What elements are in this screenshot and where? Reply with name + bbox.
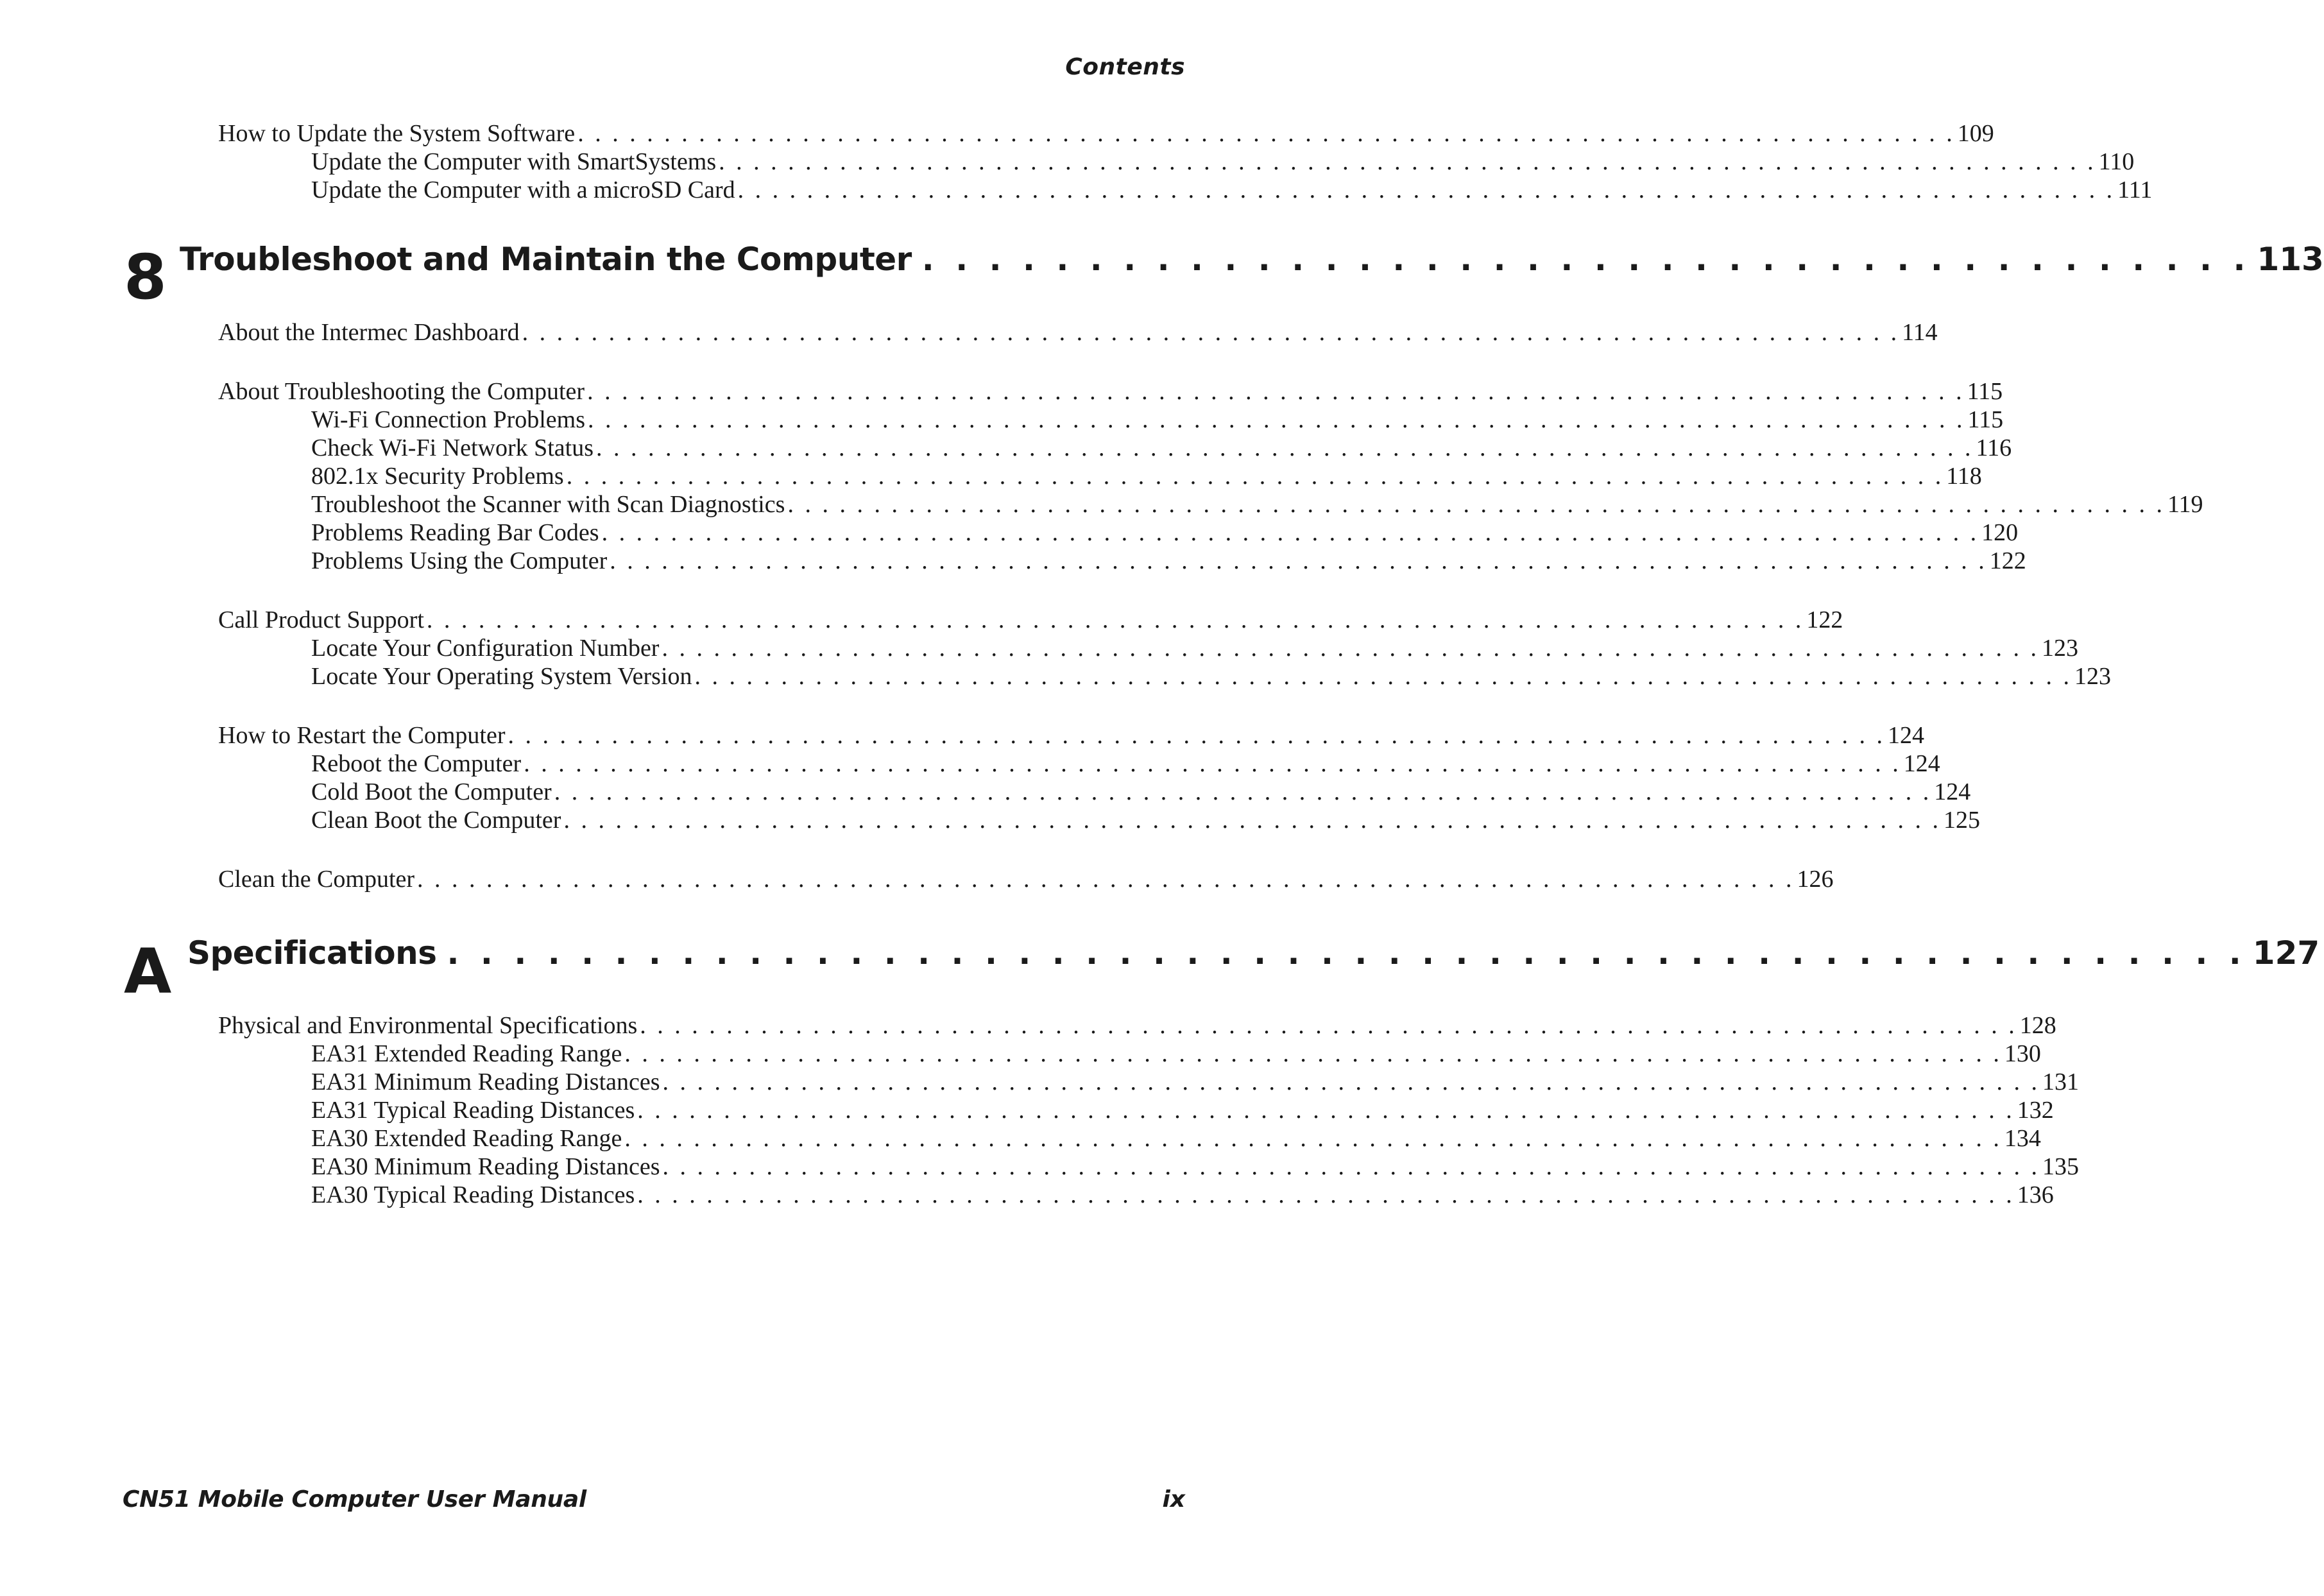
toc-entry-page: 135 xyxy=(2042,1153,2080,1180)
toc-entry-page: 132 xyxy=(2017,1097,2054,1124)
toc-entry[interactable] xyxy=(311,519,2019,547)
toc-entry[interactable] xyxy=(311,490,2203,519)
toc-leader-dots: . . . . . . . . . . . . . . . . . . . . . . . . . . . . . . . . . . . . . . . . . . . . . . . . . . . . . . . . . . . . . . . . . . . . . . . . . . . . . . . . xyxy=(694,663,2072,690)
toc-entry[interactable] xyxy=(311,1181,2054,1209)
chapter-heading[interactable] xyxy=(180,241,2324,278)
toc-leader-dots: . . . . . . . . . . . . . . . . . . . . . . . . . . . . . . . . . . . . . . . . . . . . . . . . . . . . . . . . . . . . . . . . . . . . . . . . . . . . . . . . xyxy=(610,547,1987,574)
toc-entry-title: Call Product Support xyxy=(218,606,424,633)
toc-entry-page: 123 xyxy=(2041,635,2078,662)
appendix-letter: A xyxy=(124,936,172,1008)
header-title: Contents xyxy=(1065,54,1185,80)
chapter-heading[interactable] xyxy=(187,934,2320,972)
toc-entry-title: How to Restart the Computer xyxy=(218,722,506,749)
toc-entry-title: Problems Using the Computer xyxy=(311,547,608,574)
toc-entry-title: About Troubleshooting the Computer xyxy=(218,378,585,405)
toc-entry-title: Update the Computer with SmartSystems xyxy=(311,148,717,175)
toc-leader-dots: . . . . . . . . . . . . . . . . . . . . . . . . . . . . . . . . . . . . . . . . . . . . . . . . . . . . . . . . . . . . . . . . . . . . . . . . . . . . . . . . xyxy=(719,148,2096,175)
toc-entry[interactable] xyxy=(218,1011,2056,1040)
toc-entry-page: 134 xyxy=(2004,1125,2041,1152)
toc-entry[interactable] xyxy=(311,434,2012,462)
toc-entry-title: EA30 Extended Reading Range xyxy=(311,1125,622,1152)
toc-leader-dots: . . . . . . . . . . . . . . . . . . . . . . . . . . . . . . . . . . . . . . . . . . . . . . . . . . . . . . . . . . . . . . . . . . . . . . . . . . . . . . . . xyxy=(624,1040,2002,1067)
toc-entry[interactable] xyxy=(311,634,2078,662)
toc-entry-title: EA31 Extended Reading Range xyxy=(311,1040,622,1067)
toc-entry-page: 122 xyxy=(1989,547,2026,574)
toc-leader-dots: . . . . . . . . . . . . . . . . . . . . . . . . . . . . . . . . . . . . . . . . . . . . . . . . . . . . . . . . . . . . . . . . . . . . . . . . . . . . . . . . xyxy=(524,750,1901,777)
footer-manual-title: CN51 Mobile Computer User Manual xyxy=(123,1486,586,1513)
toc-entry-title: Clean Boot the Computer xyxy=(311,807,561,834)
toc-entry-title: Update the Computer with a microSD Card xyxy=(311,176,735,203)
chapter-title: Specifications xyxy=(187,934,437,972)
toc-entry[interactable] xyxy=(311,176,2153,204)
toc-entry[interactable] xyxy=(311,547,2026,575)
toc-entry-title: About the Intermec Dashboard xyxy=(218,319,520,346)
toc-entry-page: 136 xyxy=(2017,1181,2054,1208)
toc-entry[interactable] xyxy=(311,1096,2054,1124)
toc-entry-page: 118 xyxy=(1946,463,1982,490)
toc-entry-page: 128 xyxy=(2019,1012,2056,1039)
toc-entry[interactable] xyxy=(311,1040,2041,1068)
toc-leader-dots: . . . . . . . . . . . . . . . . . . . . . . . . . . . . . . . . . . . . . . . . . . . . . . . . . . . . . . . . . . . . . . . . . . . . . . . . . . . . . . . . xyxy=(662,635,2039,662)
toc-leader-dots: . . . . . . . . . . . . . . . . . . . . . . . . . . . . . . . . . . . . . . . . . . . . . . . . . . . . . . . . . . . . . . . . . . . . . . . . . . . . . . . . xyxy=(554,778,1932,805)
toc-entry[interactable] xyxy=(311,462,1982,490)
toc-leader-dots: . . . . . . . . . . . . . . . . . . . . . . . . . . . . . . . . . . . . . . . . . . . . . . . . . . . . . . . . . . . . . . . . . . . . . . . . . . . . . . . . xyxy=(737,176,2115,203)
toc-leader-dots: . . . . . . . . . . . . . . . . . . . . . . . . . . . . . . . . . . . . . . . . . . . . . . . . . . . . . . . . . . . . . . . . . . . . . . . . . . . . . . . . xyxy=(563,807,1941,834)
toc-leader-dots: . . . . . . . . . . . . . . . . . . . . . . . . . . . . . . . . . . . . . . . . . . . . . . . . . . . . . . . . . . . . . . . . . . . . . . . . . . . . . . . . xyxy=(624,1125,2002,1152)
toc-entry-page: 111 xyxy=(2117,176,2153,203)
toc-entry-title: Reboot the Computer xyxy=(311,750,522,777)
toc-entry-title: How to Update the System Software xyxy=(218,120,576,147)
toc-leader-dots: . . . . . . . . . . . . . . . . . . . . . . . . . . . . . . . . . . . . . . . . . . . . . . . . . . . . . . . . . . . . . . . . . . . . . . . . . . . . . . . . xyxy=(662,1153,2040,1180)
toc-entry[interactable] xyxy=(218,119,1994,148)
toc-leader-dots: . . . . . . . . . . . . . . . . . . . . . . . . . . . . . . . . . . . . . . . . . . . . . . . . . . . . . . . . . . . . . . . . . . . . . . . . . . . . . . . . xyxy=(588,406,1965,433)
toc-entry[interactable] xyxy=(311,750,1940,778)
toc-entry[interactable] xyxy=(311,148,2135,176)
toc-leader-dots: . . . . . . . . . . . . . . . . . . . . . . . . . . . . . . . . . . . . . . . . . . . . . . . . . . . . . . . . . . . . . . . . . . . . . . . . . . . . . . . . xyxy=(596,434,1974,461)
chapter-page: 113 xyxy=(2257,241,2324,278)
chapter-page: 127 xyxy=(2252,934,2320,972)
toc-leader-dots: . . . . . . . . . . . . . . . . . . . . . . . . . . . . . . . . . . . . . . . . . . . . . . . . . . . . . . . . . . . . . . . . . . . . . . . . . . . . . . . . xyxy=(787,491,2165,518)
toc-entry[interactable] xyxy=(311,1068,2080,1096)
toc-entry[interactable] xyxy=(311,806,1980,834)
toc-entry-page: 124 xyxy=(1934,778,1971,805)
toc-entry[interactable] xyxy=(311,662,2112,691)
toc-entry-title: Physical and Environmental Specifications xyxy=(218,1012,638,1039)
toc-leader-dots: . . . . . . . . . . . . . . . . . . . . . . . . . . . . . . . . . . . . . . . . . . . . . . . . . . . . . . . . . . . . . . . . . . . . . . . . . . . . . . . . xyxy=(508,722,1885,749)
toc-entry-page: 123 xyxy=(2074,663,2112,690)
toc-entry-title: Clean the Computer xyxy=(218,866,415,893)
toc-leader-dots: . . . . . . . . . . . . . . . . . . . . . . . . . . . . . . . . . . . . . . . . . . . . . . . . . . . . . . . . . . . . . . . . . . . . . . . . . . . . . . . . xyxy=(426,606,1804,633)
toc-entry[interactable] xyxy=(311,406,2004,434)
toc-entry-page: 130 xyxy=(2004,1040,2041,1067)
toc-entry[interactable] xyxy=(218,318,1938,347)
toc-entry[interactable] xyxy=(218,721,1924,750)
toc-entry-page: 116 xyxy=(1976,434,2012,461)
toc-entry-page: 124 xyxy=(1903,750,1940,777)
toc-entry[interactable] xyxy=(218,865,1834,893)
toc-leader-dots: . . . . . . . . . . . . . . . . . . . . . . . . . . . . . . . . . . . . . . . . . . . . . . . . . . . . . . . . . . . . . . . . . . . . . . . . . . . . . . . . xyxy=(566,463,1944,490)
toc-entry-title: EA31 Minimum Reading Distances xyxy=(311,1068,660,1095)
toc-leader-dots: . . . . . . . . . . . . . . . . . . . . . . . . . . . . . . . . . . . . . . . . . . . . . . . . . . . . . . . . . . . . . . . . . . . . . . . . . . . . . . . . xyxy=(637,1181,2015,1208)
toc-entry[interactable] xyxy=(218,606,1843,634)
toc-leader-dots: . . . . . . . . . . . . . . . . . . . . . . . . . . . . . . . . . . . . . . . . . . . . . . . . . . . . . . . . . . . . . . . . . . . . . . . . . . . . . . . . xyxy=(637,1097,2015,1124)
toc-entry[interactable] xyxy=(311,1124,2041,1153)
toc-entry-title: Locate Your Operating System Version xyxy=(311,663,692,690)
toc-entry[interactable] xyxy=(218,377,2003,406)
toc-entry-title: Problems Reading Bar Codes xyxy=(311,519,599,546)
footer-page-number: ix xyxy=(1162,1486,1185,1513)
chapter-title: Troubleshoot and Maintain the Computer xyxy=(180,241,912,278)
toc-entry-title: EA30 Typical Reading Distances xyxy=(311,1181,635,1208)
toc-entry-page: 115 xyxy=(1967,378,2003,405)
toc-entry-page: 110 xyxy=(2098,148,2135,175)
toc-entry-title: 802.1x Security Problems xyxy=(311,463,564,490)
toc-leader-dots: . . . . . . . . . . . . . . . . . . . . . . . . . . . . . . . . . . . . . . . . . . . . . . . . . . . . . . . . . . . . . . . . . . . . . . . . . . . . . . . . xyxy=(587,378,1965,405)
toc-entry-page: 109 xyxy=(1957,120,1994,147)
toc-entry-page: 114 xyxy=(1902,319,1938,346)
toc-leader-dots: . . . . . . . . . . . . . . . . . . . . . . . . . . . . . . . . . . . . . . . . xyxy=(921,241,2251,278)
toc-entry-page: 126 xyxy=(1797,866,1834,893)
toc-leader-dots: . . . . . . . . . . . . . . . . . . . . . . . . . . . . . . . . . . . . . . . . . . . . . . . . . . . . . . . . . . . . . . . . . . . . . . . . . . . . . . . . xyxy=(577,120,1955,147)
toc-entry-title: EA30 Minimum Reading Distances xyxy=(311,1153,660,1180)
toc-leader-dots: . . . . . . . . . . . . . . . . . . . . . . . . . . . . . . . . . . . . . . . . . . . . . . . . . . . . . . . . . . . . . . . . . . . . . . . . . . . . . . . . xyxy=(640,1012,2017,1039)
toc-entry-page: 124 xyxy=(1887,722,1924,749)
toc-entry-page: 125 xyxy=(1943,807,1980,834)
toc-entry[interactable] xyxy=(311,1153,2080,1181)
toc-entry-page: 122 xyxy=(1806,606,1843,633)
toc-entry-title: Cold Boot the Computer xyxy=(311,778,552,805)
toc-entry-title: Locate Your Configuration Number xyxy=(311,635,660,662)
toc-leader-dots: . . . . . . . . . . . . . . . . . . . . . . . . . . . . . . . . . . . . . . . . . . . . . . . . . . . . . . . . . . . . . . . . . . . . . . . . . . . . . . . . xyxy=(662,1068,2040,1095)
toc-entry-title: Wi-Fi Connection Problems xyxy=(311,406,585,433)
chapter-number: 8 xyxy=(124,241,167,313)
toc-entry-title: EA31 Typical Reading Distances xyxy=(311,1097,635,1124)
toc-entry-title: Check Wi-Fi Network Status xyxy=(311,434,594,461)
toc-leader-dots: . . . . . . . . . . . . . . . . . . . . . . . . . . . . . . . . . . . . . . . . . . . . . . . . . . . . . . . . . . . . . . . . . . . . . . . . . . . . . . . . xyxy=(601,519,1979,546)
toc-entry-title: Troubleshoot the Scanner with Scan Diagnostics xyxy=(311,491,785,518)
toc-entry-page: 119 xyxy=(2167,491,2203,518)
toc-entry-page: 120 xyxy=(1981,519,2019,546)
toc-entry[interactable] xyxy=(311,778,1971,806)
toc-entry-page: 115 xyxy=(1967,406,2004,433)
toc-entry-page: 131 xyxy=(2042,1068,2080,1095)
toc-leader-dots: . . . . . . . . . . . . . . . . . . . . . . . . . . . . . . . . . . . . . . . . . . . . . . . . . . . . . . xyxy=(447,934,2246,972)
toc-leader-dots: . . . . . . . . . . . . . . . . . . . . . . . . . . . . . . . . . . . . . . . . . . . . . . . . . . . . . . . . . . . . . . . . . . . . . . . . . . . . . . . . xyxy=(522,319,1900,346)
toc-leader-dots: . . . . . . . . . . . . . . . . . . . . . . . . . . . . . . . . . . . . . . . . . . . . . . . . . . . . . . . . . . . . . . . . . . . . . . . . . . . . . . . . xyxy=(417,866,1795,893)
